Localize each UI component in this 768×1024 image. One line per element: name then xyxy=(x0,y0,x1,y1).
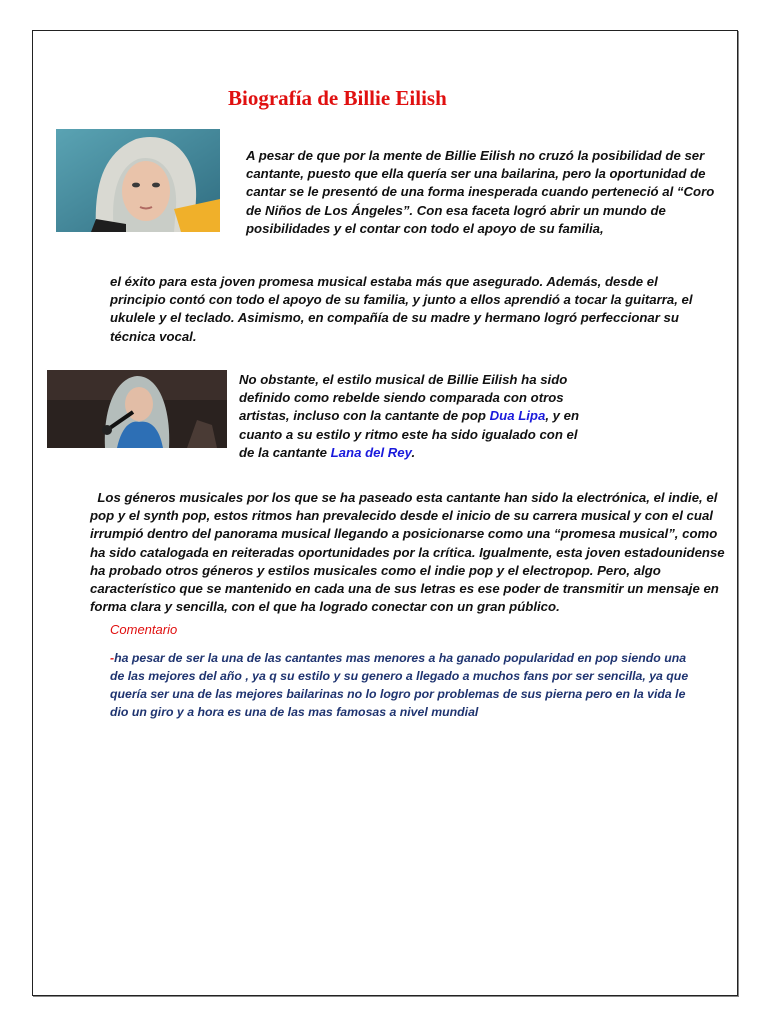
family-paragraph: el éxito para esta joven promesa musical estaba más que asegurado. Además, desde el principio contó con todo el apoyo de su familia, y junto a ellos aprendió a tocar la guitarra, el ukulele y el teclado. Asimismo, en compañía de su madre y hermano logró perfeccionar su técnica vocal. xyxy=(110,274,693,344)
genres-text: Los géneros musicales por los que se ha paseado esta cantante han sido la electrónica, el indie, el pop y el synth pop, estos ritmos han prevalecido desde el inicio de su carrera musical y con el cual irrumpió dentro del panorama musical llegando a posicionarse como una “promesa musical”, como ha sido catalogada en reiteradas oportunidades por la crítica. Igualmente, esta joven estadounidense ha probado otros géneros y estilos musicales como el indie pop y el electropop. Pero, algo característico que se mantenido en cada una de sus letras es ese poder de transmitir un mensaje en forma clara y sencilla, con el que ha logrado conectar con un gran público. xyxy=(90,490,725,615)
dua-lipa-link[interactable]: Dua Lipa xyxy=(489,408,546,424)
billie-portrait-photo xyxy=(56,129,220,232)
style-text-a: No obstante, el estilo musical de Billie Eilish ha sido definido como rebelde siendo comparada con otros artistas, incluso con la cantante de pop xyxy=(239,372,568,424)
lana-del-rey-link[interactable]: Lana del Rey xyxy=(330,444,412,460)
style-text-b: , y en cuanto a su estilo y ritmo este ha sido igualado con el de la cantante xyxy=(239,408,580,460)
comment-dash: - xyxy=(110,651,115,665)
intro-paragraph: A pesar de que por la mente de Billie Eilish no cruzó la posibilidad de ser cantante, puesto que ella quería ser una bailarina, pero la oportunidad de cantar se le presentó de una forma inesperada cuando perteneció al “Coro de Niños de Los Ángeles”. Con esa faceta logró abrir un mundo de posibilidades y el contar con todo el apoyo de su familia, xyxy=(246,148,715,236)
billie-singing-photo xyxy=(47,370,227,448)
style-text-c: . xyxy=(411,444,416,460)
genres-paragraph xyxy=(90,489,730,616)
comment-label: Comentario xyxy=(110,622,178,637)
comment-body: ha pesar de ser la una de las cantantes mas menores a ha ganado popularidad en pop siendo una de las mejores del año , ya q su estilo y su genero a llegado a muchos fans por ser sencilla, ya que quería ser una de las mejores bailarinas no lo logro por problemas de sus pierna pero en la vida le dio un giro y a hora es una de las mas famosas a nivel mundial xyxy=(110,651,689,719)
document-title: Biografía de Billie Eilish xyxy=(228,86,447,110)
style-paragraph xyxy=(239,371,594,462)
comment-text xyxy=(110,649,700,721)
